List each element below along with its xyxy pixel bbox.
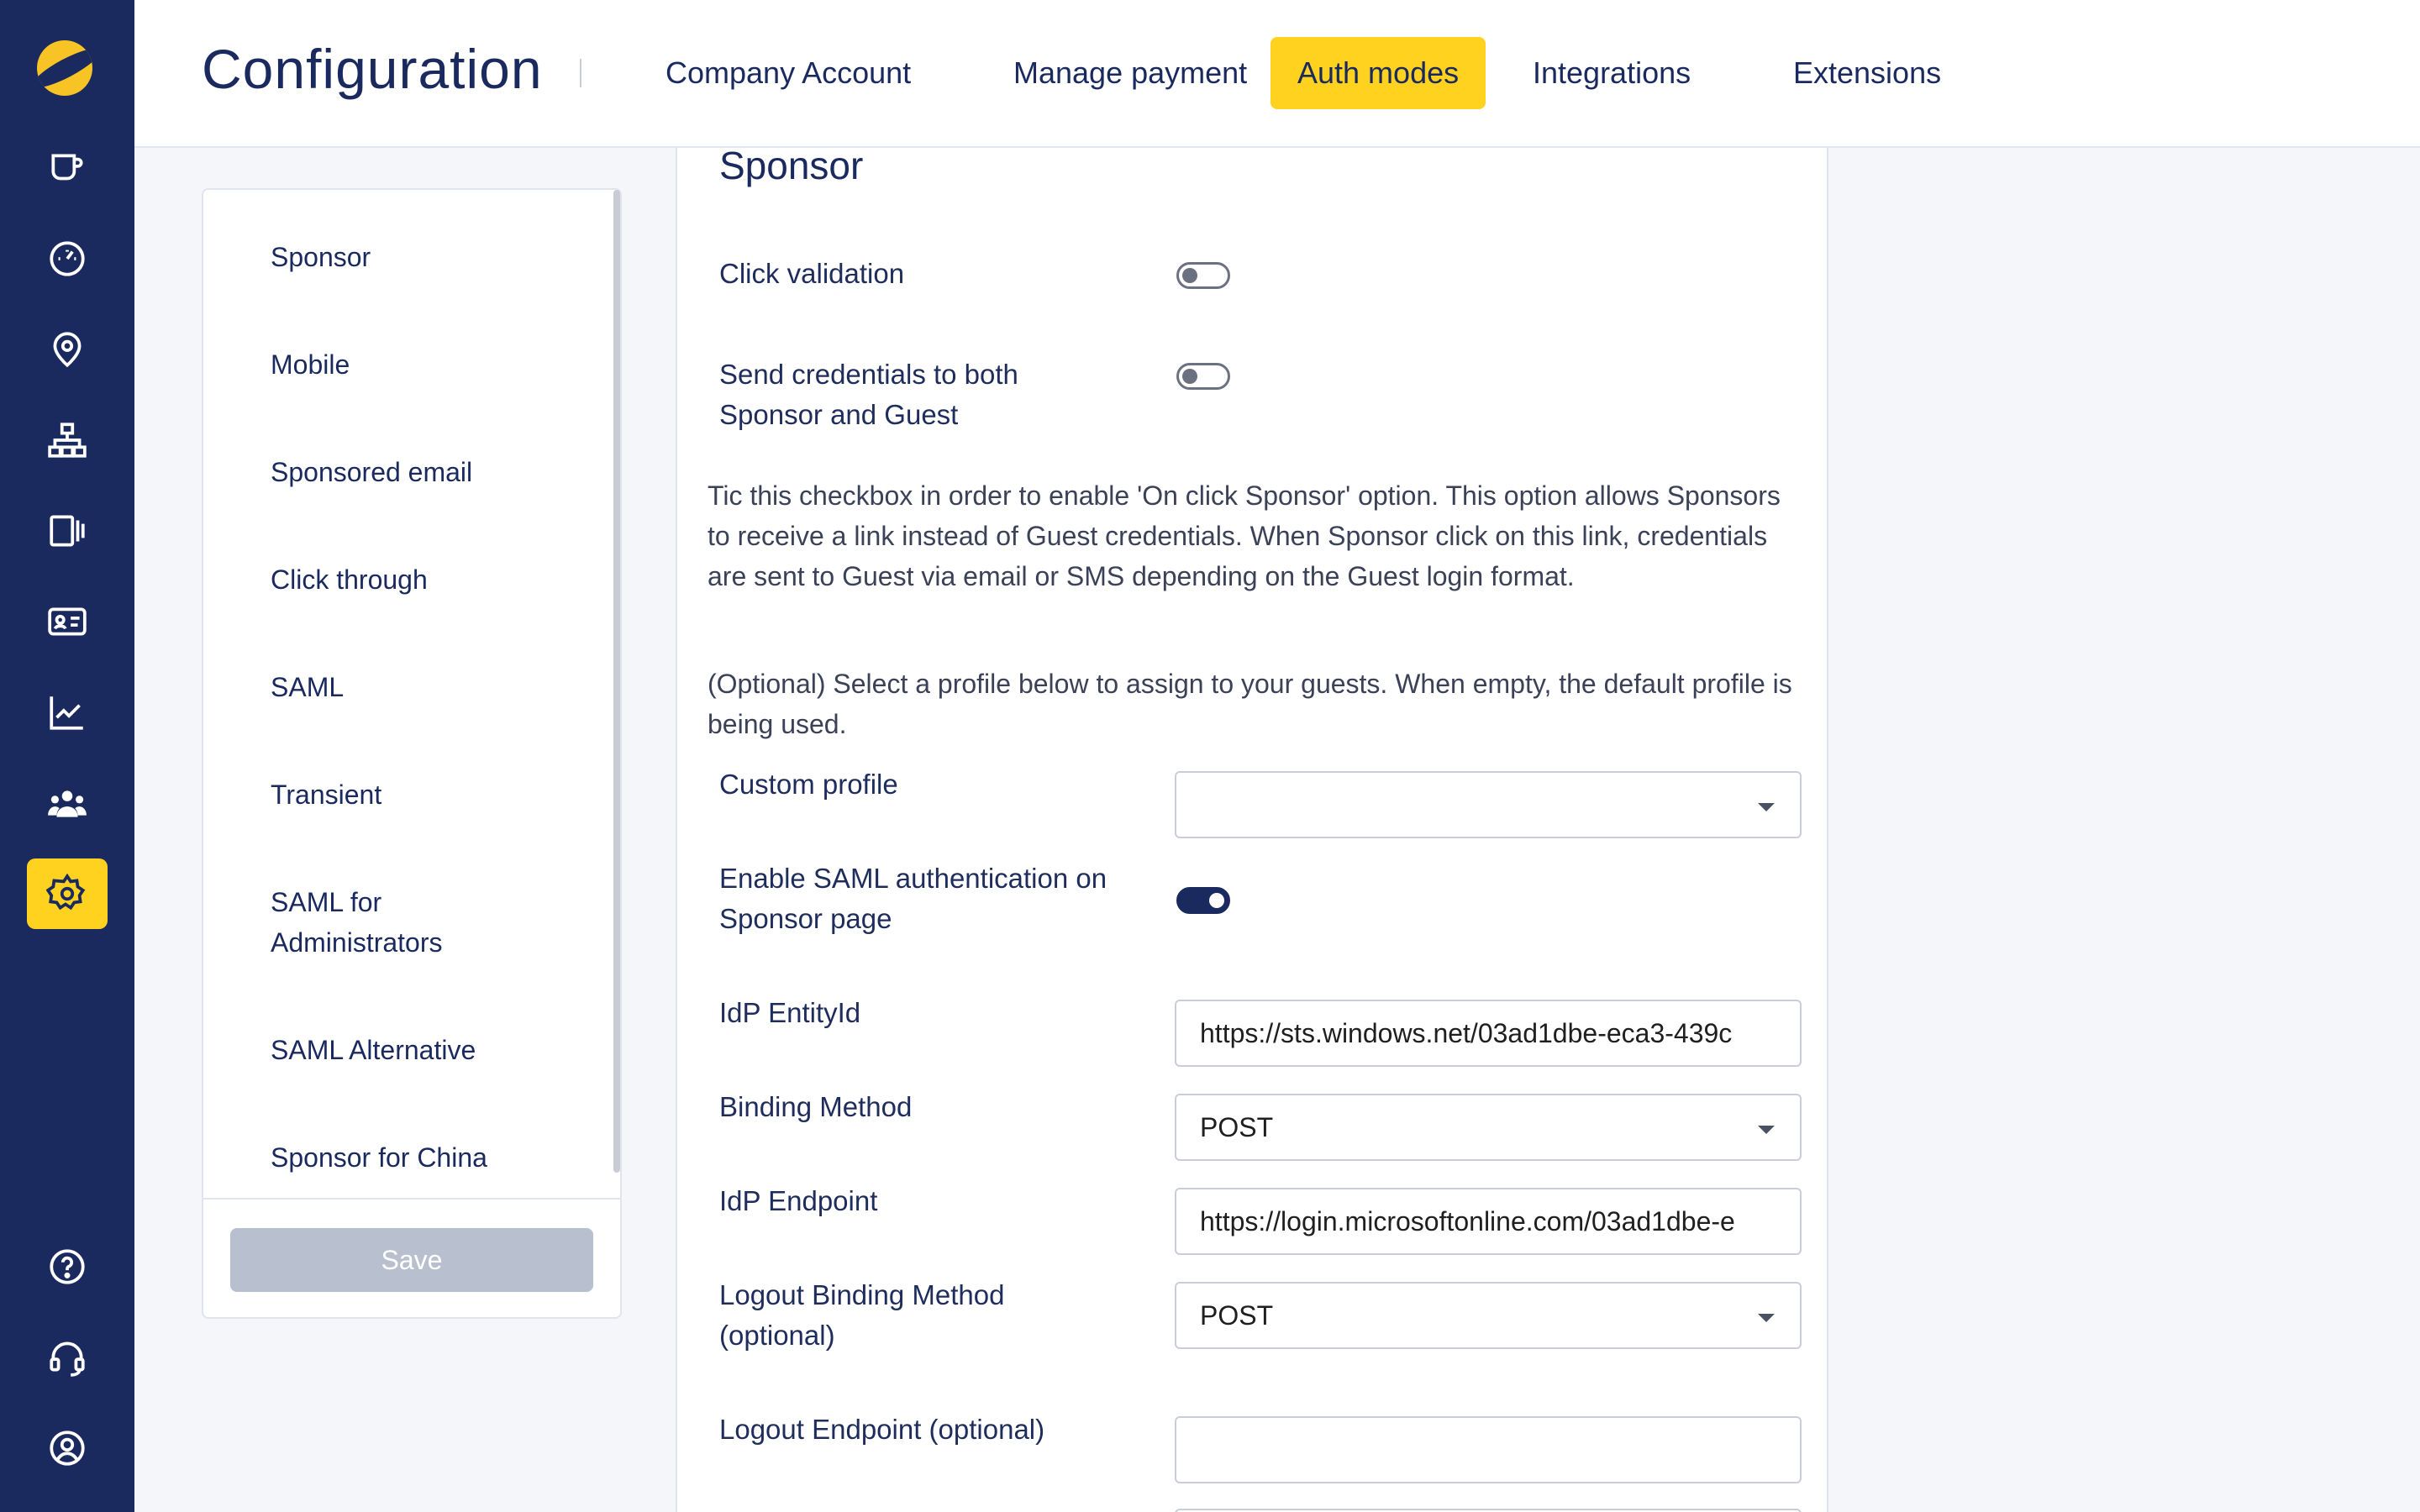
tab-manage-payment[interactable]: Manage payment [1013,55,1248,90]
logout-binding-method-select[interactable] [1175,1282,1802,1349]
logout-binding-method-label: Logout Binding Method (optional) [719,1279,1005,1351]
send-credentials-label: Send credentials to both Sponsor and Guest [719,359,1018,430]
idp-endpoint-value: https://login.microsoftonline.com/03ad1dbe-e [1200,1205,1735,1236]
binding-method-label: Binding Method [719,1091,913,1122]
auth-modes-subnav [202,188,622,1319]
title-separator [580,59,581,87]
users-icon[interactable] [27,768,108,838]
toggle-knob [1182,369,1197,384]
subnav-item-click-through[interactable]: Click through [271,564,428,595]
id-card-icon[interactable] [27,586,108,657]
app-rail [0,0,134,1512]
settings-icon[interactable] [27,858,108,929]
section-title: Sponsor [719,144,864,187]
binding-method-select[interactable] [1175,1094,1802,1161]
page-title: Configuration [202,38,543,100]
next-field-partial[interactable] [1175,1509,1802,1512]
subnav-divider [203,1198,620,1200]
sponsor-settings-panel [676,144,1828,1512]
subnav-item-saml-for-administrators[interactable]: SAML for Administrators [271,887,443,958]
dashboard-icon[interactable] [27,223,108,294]
tab-company-account[interactable]: Company Account [666,55,912,90]
logout-binding-method-value: POST [1200,1299,1274,1331]
network-icon[interactable] [27,405,108,475]
idp-entity-id-value: https://sts.windows.net/03ad1dbe-eca3-439c [1200,1017,1733,1048]
top-header [134,0,2420,148]
app-logo[interactable] [37,40,92,96]
logout-endpoint-label: Logout Endpoint (optional) [719,1414,1045,1445]
enable-saml-toggle[interactable] [1176,887,1230,914]
subnav-scrollbar[interactable] [613,190,620,1173]
custom-profile-label: Custom profile [719,769,898,800]
coffee-icon[interactable] [27,133,108,203]
on-click-sponsor-info: Tic this checkbox in order to enable 'On click Sponsor' option. This option allows Sponsors to receive a link instead of Guest credentials. When Sponsor click on this link, credentials are sent to Guest via email or SMS depending on the Guest login format. [708,480,1781,591]
idp-endpoint-input[interactable] [1175,1188,1802,1255]
subnav-item-mobile[interactable]: Mobile [271,349,350,380]
idp-entity-id-label: IdP EntityId [719,997,861,1028]
binding-method-value: POST [1200,1111,1274,1142]
toggle-knob [1209,893,1224,908]
click-validation-toggle[interactable] [1176,262,1230,289]
subnav-item-sponsor[interactable]: Sponsor [271,242,371,272]
idp-entity-id-input[interactable] [1175,1000,1802,1067]
analytics-icon[interactable] [27,677,108,748]
subnav-item-saml-alternative[interactable]: SAML Alternative [271,1035,476,1065]
subnav-item-transient[interactable]: Transient [271,780,382,810]
help-icon[interactable] [27,1231,108,1302]
tab-integrations[interactable]: Integrations [1533,55,1691,90]
subnav-item-sponsored-email[interactable]: Sponsored email [271,457,473,487]
subnav-list [203,190,623,1198]
account-icon[interactable] [27,1413,108,1483]
tab-auth-modes[interactable]: Auth modes [1270,37,1486,109]
logout-endpoint-input[interactable] [1175,1416,1802,1483]
save-button[interactable]: Save [230,1228,593,1292]
tab-extensions[interactable]: Extensions [1793,55,1942,90]
profile-hint: (Optional) Select a profile below to assign to your guests. When empty, the default profile is being used. [708,669,1792,739]
subnav-item-saml[interactable]: SAML [271,672,345,702]
toggle-knob [1182,268,1197,283]
headset-icon[interactable] [27,1322,108,1393]
idp-endpoint-label: IdP Endpoint [719,1185,878,1216]
subnav-item-sponsor-for-china[interactable]: Sponsor for China [271,1142,487,1173]
enable-saml-label: Enable SAML authentication on Sponsor page [719,863,1107,934]
send-credentials-toggle[interactable] [1176,363,1230,390]
click-validation-label: Click validation [719,258,905,289]
devices-icon[interactable] [27,496,108,566]
custom-profile-select[interactable] [1175,771,1802,838]
location-pin-icon[interactable] [27,314,108,385]
